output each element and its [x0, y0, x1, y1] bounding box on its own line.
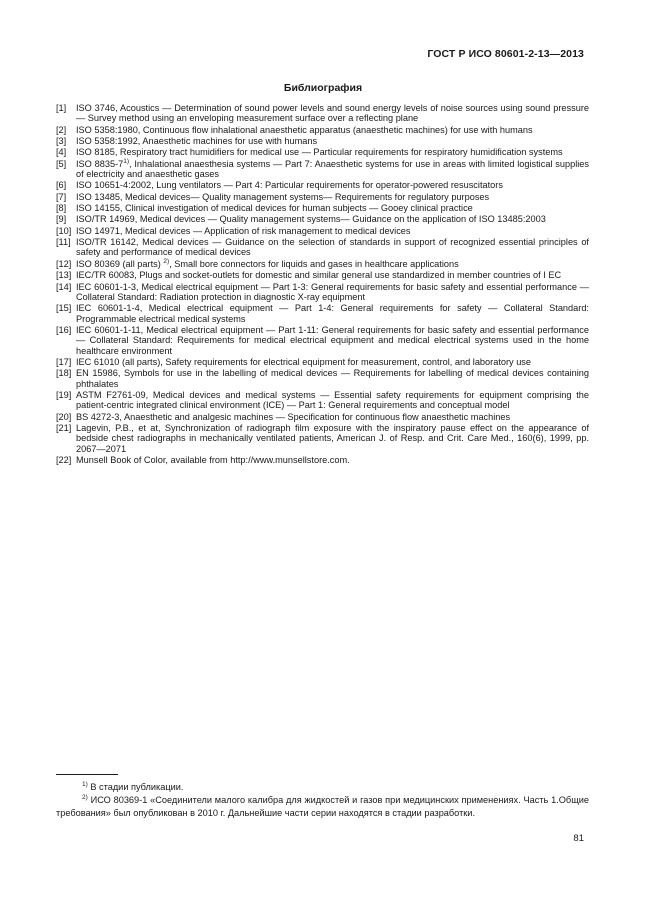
entry-number: [1] — [56, 103, 67, 113]
bibliography-entry — [56, 103, 589, 124]
bibliography-entry — [56, 423, 589, 454]
entry-number: [16] — [56, 324, 72, 335]
bibliography-entry — [56, 325, 589, 356]
footnotes — [56, 781, 589, 820]
entry-text: BS 4272-3, Anaesthetic and analgesic machines — Specification for continuous flow anaesthetic machines — [76, 411, 511, 422]
bibliography-entry — [56, 368, 589, 389]
bibliography-entry — [56, 455, 589, 465]
footnote-ref: 1) — [123, 157, 130, 165]
entry-text-lead: ISO 80369 (all parts) — [76, 258, 164, 269]
entry-number: [2] — [56, 124, 67, 135]
document-id: ГОСТ Р ИСО 80601-2-13—2013 — [427, 48, 584, 60]
bibliography-entry — [56, 125, 589, 135]
entry-text: IEC 60601-1-4, Medical electrical equipment — Part 1-4: General requirements for safety — Collateral Standard: Programmable electrical medical systems — [76, 303, 589, 324]
entry-number: [3] — [56, 136, 67, 147]
bibliography-entry — [56, 237, 589, 258]
bibliography-entry — [56, 282, 589, 303]
footnote-mark: 2) — [82, 793, 88, 801]
entry-text: IEC 60601-1-3, Medical electrical equipment — Part 1-3: General requirements for basic safety and essential performance — Collateral Standard: Radiation protection in diagnostic X-ray equipment — [76, 281, 589, 302]
entry-number: [9] — [56, 214, 67, 225]
footnote-text: ИСО 80369-1 «Соединители малого калибра для жидкостей и газов при медицинских применениях. Часть 1.Общие требования» был опубликован в 2010 г. Дальнейшие части серии находятся в стадии разработки. — [56, 795, 589, 818]
bibliography-entry — [56, 412, 589, 422]
entry-text: ISO 14155, Clinical investigation of medical devices for human subjects — Gooey clinical practice — [76, 203, 473, 214]
footnote-ref: 2) — [163, 257, 170, 265]
entry-text: IEC 61010 (all parts), Safety requirements for electrical equipment for measurement, control, and laboratory use — [76, 356, 532, 367]
entry-number: [4] — [56, 147, 67, 158]
entry-text-lead: ISO 8835-7 — [76, 158, 124, 169]
entry-text: ISO/TR 14969, Medical devices — Quality management systems— Guidance on the application of ISO 13485:2003 — [76, 214, 546, 225]
entry-text: ISO 13485, Medical devices— Quality management systems— Requirements for regulatory purposes — [76, 191, 490, 202]
entry-text: Munsell Book of Color, available from http://www.munsellstore.com. — [76, 455, 350, 465]
footnote-mark: 1) — [82, 780, 88, 788]
entry-number: [7] — [56, 191, 67, 202]
bibliography-entry — [56, 180, 589, 190]
entry-number: [10] — [56, 225, 72, 236]
page-title: Библиография — [283, 82, 363, 94]
bibliography-entry — [56, 390, 589, 411]
entry-text: ISO 8185, Respiratory tract humidifiers for medical use — Particular requirements for respiratory humidification systems — [76, 147, 563, 158]
entry-text: ASTM F2761-09, Medical devices and medical systems — Essential safety requirements for equipment comprising the patient-centric integrated clinical environment (ICE) — Part 1: General requirements and conceptual model — [76, 389, 589, 411]
entry-number: [18] — [56, 368, 72, 379]
entry-number: [6] — [56, 180, 67, 191]
entry-text — [76, 259, 589, 269]
entry-number: [21] — [56, 422, 72, 433]
bibliography-entry — [56, 214, 589, 224]
bibliography-entry — [56, 192, 589, 202]
footnote — [56, 794, 589, 820]
entry-number: [15] — [56, 303, 72, 314]
entry-text: ISO/TR 16142, Medical devices — Guidance on the selection of standards in support of recognized essential principles of safety and performance of medical devices — [76, 237, 589, 258]
entry-number: [13] — [56, 270, 72, 281]
bibliography-entry — [56, 159, 589, 180]
entry-text: ISO 14971, Medical devices — Application of risk management to medical devices — [76, 225, 411, 236]
entry-text-rest: , Small bore connectors for liquids and gases in healthcare applications — [169, 258, 459, 269]
entry-number: [5] — [56, 158, 67, 169]
entry-text: ISO 3746, Acoustics — Determination of sound power levels and sound energy levels of noise sources using sound pressure — Survey method using an enveloping measurement surface over a reflecting plane — [76, 103, 589, 124]
entry-number: [22] — [56, 455, 72, 465]
entry-text: Lagevin, P.B., et at, Synchronization of radiograph film exposure with the inspiratory pause effect on the appearance of bedside chest radiographs in mechanically ventilated patients, American J. of Resp. and Crit. Care Med., 160(6), 1999, pp. 2067—2071 — [76, 422, 589, 454]
entry-number: [20] — [56, 411, 72, 422]
entry-text: IEC 60601-1-11, Medical electrical equipment — Part 1-11: General requirements for basic safety and essential performance — Collateral Standard: Requirements for medical electrical equipment and medical electrical systems used in the home healthcare environment — [76, 324, 589, 356]
entry-number: [19] — [56, 389, 72, 400]
entry-text: EN 15986, Symbols for use in the labelling of medical devices — Requirements for labelling of medical devices containing phthalates — [76, 368, 589, 389]
entry-text: IEC/TR 60083, Plugs and socket-outlets for domestic and similar general use standardized in member countries of I EC — [76, 270, 562, 281]
bibliography-entry — [56, 270, 589, 280]
page-number: 81 — [573, 833, 584, 844]
bibliography-entry — [56, 226, 589, 236]
bibliography-entry — [56, 259, 589, 269]
bibliography-entry — [56, 357, 589, 367]
bibliography-entry — [56, 303, 589, 324]
entry-text-rest: , Inhalational anaesthesia systems — Part 7: Anaesthetic systems for use in areas with limited logistical supplies of electricity and anaesthetic gases — [76, 158, 589, 180]
entry-number: [14] — [56, 281, 72, 292]
bibliography-entry — [56, 136, 589, 146]
entry-number: [12] — [56, 258, 72, 269]
bibliography-entry — [56, 203, 589, 213]
entry-text: ISO 5358:1980, Continuous flow inhalational anaesthetic apparatus (anaesthetic machines) for use with humans — [76, 124, 533, 135]
bibliography-entry — [56, 147, 589, 157]
footnote-divider — [56, 774, 118, 775]
entry-text: ISO 5358:1992, Anaesthetic machines for use with humans — [76, 136, 318, 147]
entry-number: [11] — [56, 237, 71, 248]
entry-number: [8] — [56, 203, 67, 214]
bibliography-list — [56, 103, 589, 466]
entry-text: ISO 10651-4:2002, Lung ventilators — Part 4: Particular requirements for operator-powered resuscitators — [76, 180, 503, 191]
footnote — [56, 781, 589, 794]
entry-number: [17] — [56, 356, 72, 367]
footnote-text: В стадии публикации. — [87, 782, 184, 792]
entry-text — [76, 159, 589, 180]
